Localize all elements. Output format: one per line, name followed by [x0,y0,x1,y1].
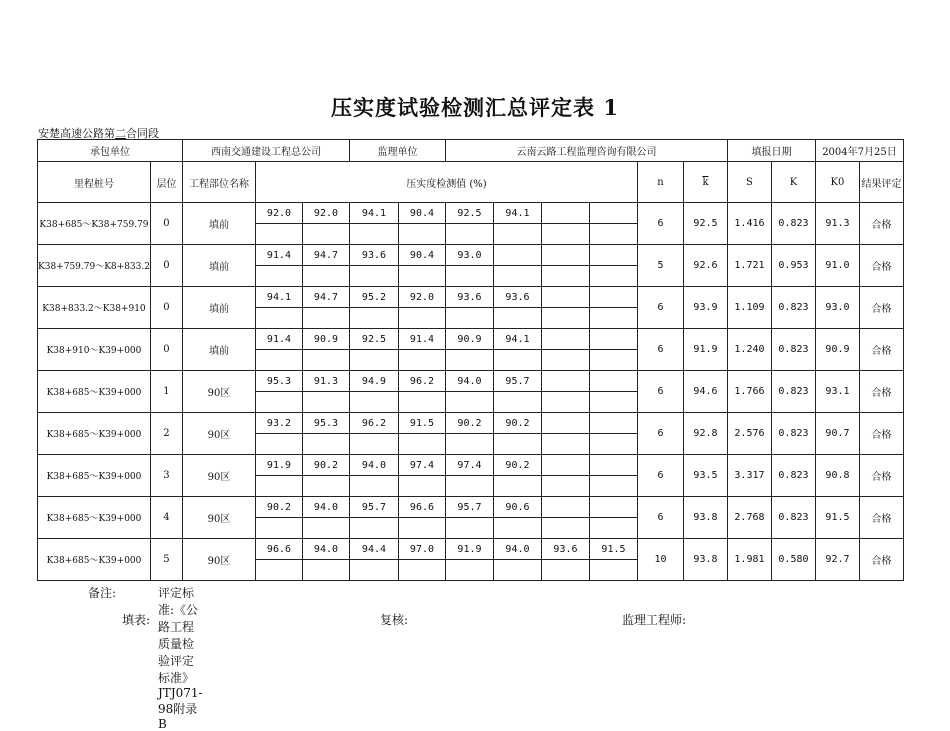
col-layer-header: 层位 [150,162,182,203]
empty-value-cell [541,266,589,287]
value-cell [541,287,589,308]
empty-value-cell [541,350,589,371]
empty-value-cell [398,392,445,413]
value-cell: 93.6 [541,539,589,560]
empty-value-cell [589,518,637,539]
value-cell: 93.6 [349,245,398,266]
table-row [38,371,904,392]
empty-value-cell [445,350,493,371]
date-label: 填报日期 [727,140,815,162]
col-result-header: 结果评定 [859,162,903,203]
k-cell: 0.823 [771,287,815,329]
col-stake-header: 里程桩号 [38,162,151,203]
value-cell: 90.9 [445,329,493,350]
stake-cell: K38+833.2～K38+910 [38,287,151,329]
layer-cell: 0 [150,329,182,371]
value-cell: 94.1 [349,203,398,224]
empty-value-cell [589,308,637,329]
col-k0-header: K0 [815,162,859,203]
value-cell: 90.2 [445,413,493,434]
value-cell [589,203,637,224]
empty-value-cell [541,560,589,581]
stake-cell: K38+685～K39+000 [38,497,151,539]
value-cell: 93.0 [445,245,493,266]
n-cell: 6 [637,203,683,245]
n-cell: 6 [637,455,683,497]
col-n-header: n [637,162,683,203]
empty-value-cell [349,224,398,245]
empty-value-cell [493,224,541,245]
value-cell: 94.9 [349,371,398,392]
value-cell [541,413,589,434]
empty-value-cell [398,266,445,287]
empty-value-cell [255,350,302,371]
empty-value-cell [349,560,398,581]
empty-value-cell [302,266,349,287]
date-value: 2004年7月25日 [815,140,903,162]
empty-value-cell [589,434,637,455]
n-cell: 6 [637,497,683,539]
value-cell [541,329,589,350]
value-cell: 94.7 [302,245,349,266]
result-cell: 合格 [859,539,903,581]
kbar-cell: 94.6 [683,371,727,413]
value-cell: 92.0 [255,203,302,224]
value-cell: 94.0 [349,455,398,476]
kbar-cell: 91.9 [683,329,727,371]
empty-value-cell [302,224,349,245]
empty-value-cell [349,434,398,455]
empty-value-cell [302,308,349,329]
empty-value-cell [493,266,541,287]
empty-value-cell [349,350,398,371]
header-info-row [38,140,904,162]
part-cell: 填前 [182,203,255,245]
value-cell: 90.6 [493,497,541,518]
empty-value-cell [589,392,637,413]
empty-value-cell [302,476,349,497]
k-cell: 0.823 [771,203,815,245]
value-cell: 92.5 [349,329,398,350]
empty-value-cell [493,392,541,413]
s-cell: 1.721 [727,245,771,287]
s-cell: 2.768 [727,497,771,539]
empty-value-cell [541,308,589,329]
value-cell: 90.2 [255,497,302,518]
k0-cell: 93.0 [815,287,859,329]
value-cell: 91.3 [302,371,349,392]
k-cell: 0.823 [771,455,815,497]
layer-cell: 0 [150,245,182,287]
compaction-table [37,139,904,581]
kbar-cell: 93.9 [683,287,727,329]
section-prefix: 安楚高速公路第 [38,127,115,140]
empty-value-cell [589,350,637,371]
value-cell [541,455,589,476]
k0-cell: 93.1 [815,371,859,413]
value-cell: 96.2 [349,413,398,434]
empty-value-cell [493,560,541,581]
supervisor-label: 监理单位 [349,140,445,162]
column-header-row [38,162,904,203]
k-cell: 0.823 [771,413,815,455]
value-cell: 91.5 [398,413,445,434]
empty-value-cell [445,518,493,539]
value-cell: 94.7 [302,287,349,308]
table-row [38,203,904,224]
empty-value-cell [445,434,493,455]
value-cell [541,371,589,392]
s-cell: 1.766 [727,371,771,413]
col-s-header: S [727,162,771,203]
empty-value-cell [398,518,445,539]
result-cell: 合格 [859,329,903,371]
n-cell: 6 [637,413,683,455]
col-kbar-header: $\overline{k}$ [683,162,727,203]
s-cell: 1.240 [727,329,771,371]
k-cell: 0.580 [771,539,815,581]
s-cell: 3.317 [727,455,771,497]
empty-value-cell [398,224,445,245]
empty-value-cell [589,266,637,287]
value-cell: 95.2 [349,287,398,308]
value-cell: 93.2 [255,413,302,434]
result-cell: 合格 [859,413,903,455]
stake-cell: K38+685～K39+000 [38,413,151,455]
value-cell: 90.4 [398,245,445,266]
table-row [38,455,904,476]
empty-value-cell [302,350,349,371]
empty-value-cell [255,392,302,413]
empty-value-cell [255,476,302,497]
value-cell [589,497,637,518]
empty-value-cell [398,308,445,329]
empty-value-cell [302,434,349,455]
part-cell: 90区 [182,413,255,455]
value-cell: 97.4 [445,455,493,476]
value-cell: 95.7 [349,497,398,518]
table-row [38,245,904,266]
empty-value-cell [302,560,349,581]
empty-value-cell [589,476,637,497]
result-cell: 合格 [859,245,903,287]
value-cell: 94.1 [255,287,302,308]
value-cell: 96.2 [398,371,445,392]
part-cell: 90区 [182,497,255,539]
s-cell: 1.416 [727,203,771,245]
result-cell: 合格 [859,203,903,245]
reviewer-signature: 复核: [380,613,409,627]
k-cell: 0.953 [771,245,815,287]
kbar-cell: 93.8 [683,497,727,539]
k-cell: 0.823 [771,371,815,413]
empty-value-cell [255,308,302,329]
engineer-signature: 监理工程师: [622,613,687,627]
value-cell [493,245,541,266]
value-cell [589,371,637,392]
empty-value-cell [349,266,398,287]
k-cell: 0.823 [771,497,815,539]
empty-value-cell [302,518,349,539]
value-cell [589,329,637,350]
k0-cell: 91.0 [815,245,859,287]
value-cell: 93.6 [445,287,493,308]
empty-value-cell [255,224,302,245]
value-cell: 96.6 [398,497,445,518]
col-k-header: K [771,162,815,203]
part-cell: 填前 [182,329,255,371]
empty-value-cell [302,392,349,413]
result-cell: 合格 [859,455,903,497]
empty-value-cell [541,434,589,455]
kbar-cell: 92.5 [683,203,727,245]
layer-cell: 0 [150,203,182,245]
value-cell: 91.9 [255,455,302,476]
empty-value-cell [255,434,302,455]
value-cell: 90.9 [302,329,349,350]
empty-value-cell [493,518,541,539]
n-cell: 10 [637,539,683,581]
stake-cell: K38+759.79～K8+833.2 [38,245,151,287]
value-cell: 91.5 [589,539,637,560]
value-cell [541,203,589,224]
kbar-cell: 93.8 [683,539,727,581]
table-row [38,329,904,350]
empty-value-cell [589,560,637,581]
value-cell: 94.0 [302,497,349,518]
value-cell [541,497,589,518]
value-cell: 90.2 [302,455,349,476]
empty-value-cell [445,266,493,287]
empty-value-cell [493,476,541,497]
table-viewport [37,139,917,567]
empty-value-cell [398,350,445,371]
part-cell: 填前 [182,245,255,287]
layer-cell: 1 [150,371,182,413]
empty-value-cell [445,392,493,413]
value-cell: 94.0 [445,371,493,392]
part-cell: 90区 [182,371,255,413]
section-number: 二 [115,127,126,140]
empty-value-cell [445,476,493,497]
evaluation-standard: 评定标准:《公路工程质量检验评定标准》JTJ071-98附录B [158,586,203,731]
value-cell: 95.7 [493,371,541,392]
kbar-cell: 92.8 [683,413,727,455]
empty-value-cell [541,518,589,539]
value-cell [541,245,589,266]
value-cell: 95.3 [302,413,349,434]
layer-cell: 5 [150,539,182,581]
contractor-label: 承包单位 [38,140,183,162]
empty-value-cell [541,224,589,245]
kbar-cell: 92.6 [683,245,727,287]
value-cell [589,413,637,434]
value-cell: 91.9 [445,539,493,560]
value-cell: 94.0 [302,539,349,560]
layer-cell: 2 [150,413,182,455]
value-cell: 90.4 [398,203,445,224]
value-cell: 96.6 [255,539,302,560]
s-cell: 1.981 [727,539,771,581]
value-cell: 92.0 [302,203,349,224]
empty-value-cell [255,266,302,287]
part-cell: 90区 [182,539,255,581]
col-values-header: 压实度检测值 (%) [255,162,637,203]
col-part-header: 工程部位名称 [182,162,255,203]
value-cell: 94.1 [493,329,541,350]
value-cell: 93.6 [493,287,541,308]
kbar-cell: 93.5 [683,455,727,497]
k0-cell: 92.7 [815,539,859,581]
section-suffix: 合同段 [126,127,159,140]
n-cell: 6 [637,287,683,329]
result-cell: 合格 [859,497,903,539]
contractor-value: 西南交通建设工程总公司 [182,140,349,162]
empty-value-cell [398,476,445,497]
value-cell [589,455,637,476]
value-cell: 97.0 [398,539,445,560]
n-cell: 5 [637,245,683,287]
result-cell: 合格 [859,287,903,329]
value-cell: 95.3 [255,371,302,392]
empty-value-cell [349,518,398,539]
page-title: 压实度试验检测汇总评定表 1 [331,95,619,120]
empty-value-cell [255,560,302,581]
value-cell [589,245,637,266]
empty-value-cell [445,224,493,245]
table-row [38,539,904,560]
empty-value-cell [493,350,541,371]
value-cell: 90.2 [493,455,541,476]
empty-value-cell [541,476,589,497]
value-cell: 97.4 [398,455,445,476]
empty-value-cell [493,308,541,329]
stake-cell: K38+685～K39+000 [38,539,151,581]
empty-value-cell [349,308,398,329]
part-cell: 填前 [182,287,255,329]
stake-cell: K38+685～K38+759.79 [38,203,151,245]
k-cell: 0.823 [771,329,815,371]
value-cell: 90.2 [493,413,541,434]
k0-cell: 90.9 [815,329,859,371]
k0-cell: 90.8 [815,455,859,497]
layer-cell: 0 [150,287,182,329]
value-cell: 92.0 [398,287,445,308]
stake-cell: K38+910～K39+000 [38,329,151,371]
table-row [38,413,904,434]
layer-cell: 3 [150,455,182,497]
empty-value-cell [445,308,493,329]
remarks-label: 备注: [88,586,117,600]
stake-cell: K38+685～K39+000 [38,455,151,497]
empty-value-cell [349,392,398,413]
n-cell: 6 [637,371,683,413]
empty-value-cell [541,392,589,413]
layer-cell: 4 [150,497,182,539]
value-cell: 94.1 [493,203,541,224]
value-cell: 91.4 [255,245,302,266]
empty-value-cell [398,560,445,581]
value-cell: 94.4 [349,539,398,560]
empty-value-cell [398,434,445,455]
table-row [38,497,904,518]
empty-value-cell [255,518,302,539]
empty-value-cell [445,560,493,581]
value-cell: 91.4 [255,329,302,350]
k0-cell: 91.3 [815,203,859,245]
s-cell: 2.576 [727,413,771,455]
empty-value-cell [589,224,637,245]
supervisor-value: 云南云路工程监理咨询有限公司 [445,140,727,162]
stake-cell: K38+685～K39+000 [38,371,151,413]
value-cell: 91.4 [398,329,445,350]
s-cell: 1.109 [727,287,771,329]
value-cell [589,287,637,308]
k0-cell: 91.5 [815,497,859,539]
result-cell: 合格 [859,371,903,413]
part-cell: 90区 [182,455,255,497]
table-row [38,287,904,308]
n-cell: 6 [637,329,683,371]
empty-value-cell [493,434,541,455]
value-cell: 95.7 [445,497,493,518]
k0-cell: 90.7 [815,413,859,455]
value-cell: 92.5 [445,203,493,224]
empty-value-cell [349,476,398,497]
value-cell: 94.0 [493,539,541,560]
filler-signature: 填表: [122,613,151,627]
